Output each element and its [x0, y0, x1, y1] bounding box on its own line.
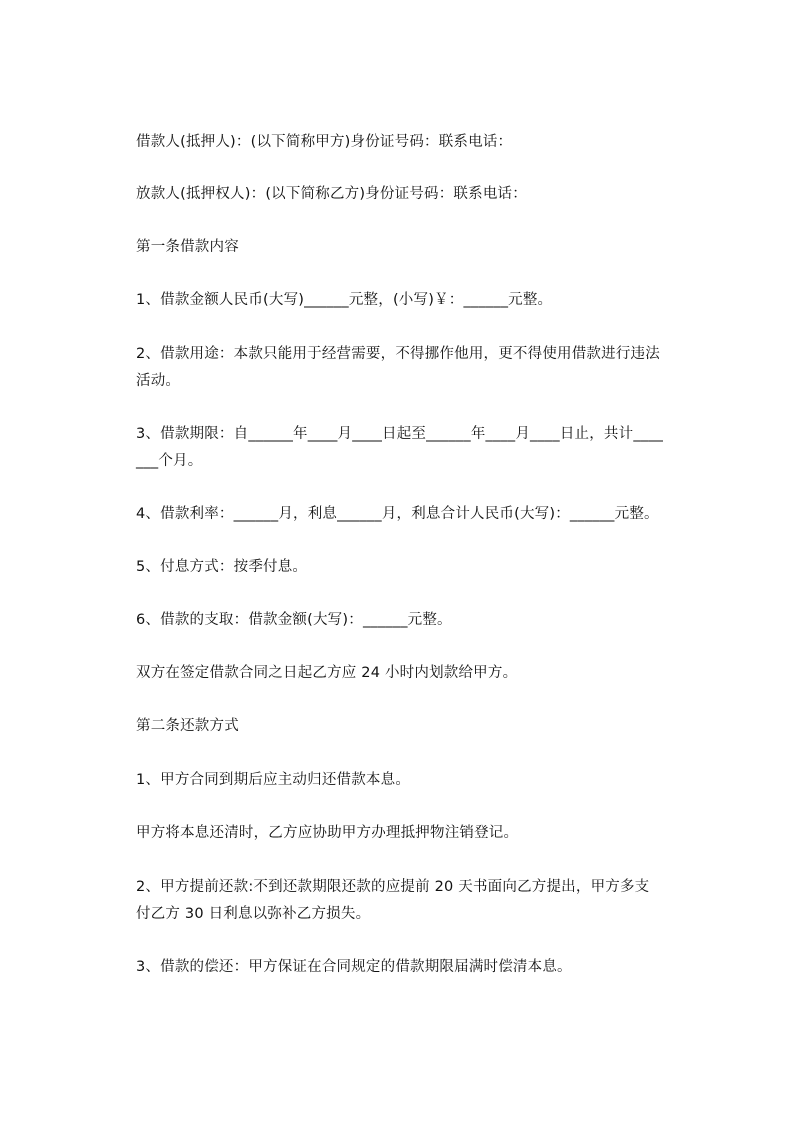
loan-purpose-clause-cont: 活动。	[136, 373, 181, 389]
loan-term-clause-cont: ___个月。	[136, 453, 203, 469]
loan-purpose-clause: 2、借款用途：本款只能用于经营需要，不得挪作他用，更不得使用借款进行违法	[136, 346, 660, 362]
article-1-heading: 第一条借款内容	[136, 239, 239, 255]
repayment-guarantee-clause: 3、借款的偿还：甲方保证在合同规定的借款期限届满时偿清本息。	[136, 959, 572, 975]
loan-withdrawal-clause: 6、借款的支取：借款金额(大写)：______元整。	[136, 612, 452, 628]
lender-line: 放款人(抵押权人)：(以下简称乙方)身份证号码：联系电话：	[136, 186, 527, 202]
loan-term-clause: 3、借款期限：自______年____月____日起至______年____月____日止，共计____	[136, 426, 664, 442]
article-2-heading: 第二条还款方式	[136, 718, 239, 734]
mortgage-cancel-clause: 甲方将本息还清时，乙方应协助甲方办理抵押物注销登记。	[136, 825, 519, 841]
interest-rate-clause: 4、借款利率：______月，利息______月，利息合计人民币(大写)：______元整。	[136, 506, 659, 522]
loan-amount-clause: 1、借款金额人民币(大写)______元整，(小写)￥：______元整。	[136, 292, 553, 308]
fund-transfer-clause: 双方在签定借款合同之日起乙方应 24 小时内划款给甲方。	[136, 665, 518, 681]
repayment-clause-1: 1、甲方合同到期后应主动归还借款本息。	[136, 772, 411, 788]
interest-payment-clause: 5、付息方式：按季付息。	[136, 559, 308, 575]
borrower-line: 借款人(抵押人)：(以下简称甲方)身份证号码：联系电话：	[136, 134, 513, 150]
early-repayment-clause-cont: 付乙方 30 日利息以弥补乙方损失。	[136, 906, 371, 922]
early-repayment-clause: 2、甲方提前还款:不到还款期限还款的应提前 20 天书面向乙方提出，甲方多支	[136, 879, 650, 895]
